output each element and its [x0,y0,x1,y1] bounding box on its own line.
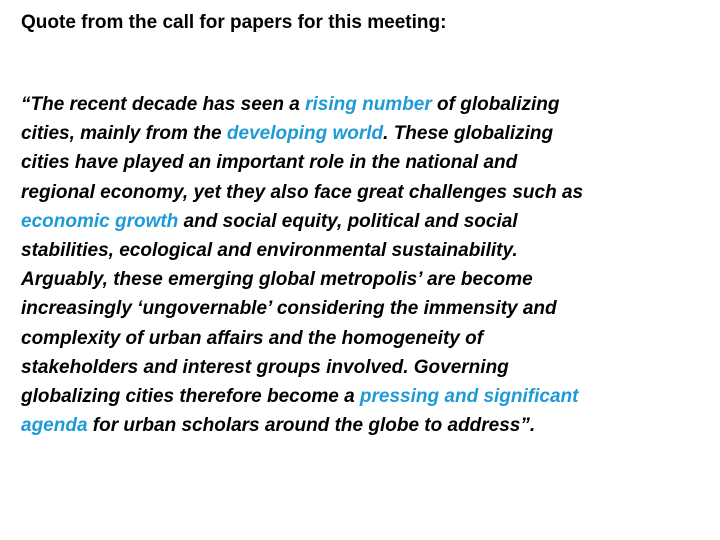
quote-text: complexity of urban affairs and the homogeneity of [21,327,484,349]
page-title: Quote from the call for papers for this meeting: [21,12,447,33]
quote-line [21,382,711,411]
highlighted-phrase: economic growth [21,210,179,232]
quote-text: stabilities, ecological and environmental sustainability. [21,240,518,262]
highlighted-phrase: agenda [21,415,88,437]
quote-line [21,148,711,177]
quote-text: globalizing cities therefore become a [21,386,360,408]
quote-line [21,294,711,323]
quote-line [21,90,711,119]
quote-line [21,236,711,265]
quote-line [21,324,711,353]
quote-text: regional economy, yet they also face great challenges such as [21,181,584,203]
quote-text: “The recent decade has seen a [21,94,306,115]
quote-line [21,207,711,236]
quote-line [21,411,711,440]
quote-line [21,353,711,382]
quote-line [21,265,711,294]
quote-line [21,119,711,148]
highlighted-phrase: pressing and significant [359,386,579,408]
quote-text: increasingly ‘ungovernable’ considering the immensity and [21,298,557,320]
quote-text: and social equity, political and social [178,210,518,232]
highlighted-phrase: developing world [226,123,384,145]
quote-text: cities have played an important role in the national and [21,152,518,174]
quote-text: Arguably, these emerging global metropolis’ are become [21,269,533,291]
quote-text: . These globalizing [383,123,554,145]
quote-line [21,178,711,207]
quote-text: cities, mainly from the [21,123,227,145]
quote-text: for urban scholars around the globe to address”. [87,415,536,437]
quote-text: of globalizing [431,94,560,115]
quote-text: stakeholders and interest groups involved. Governing [21,356,509,378]
highlighted-phrase: rising number [305,94,432,115]
quote-paragraph [21,90,711,440]
